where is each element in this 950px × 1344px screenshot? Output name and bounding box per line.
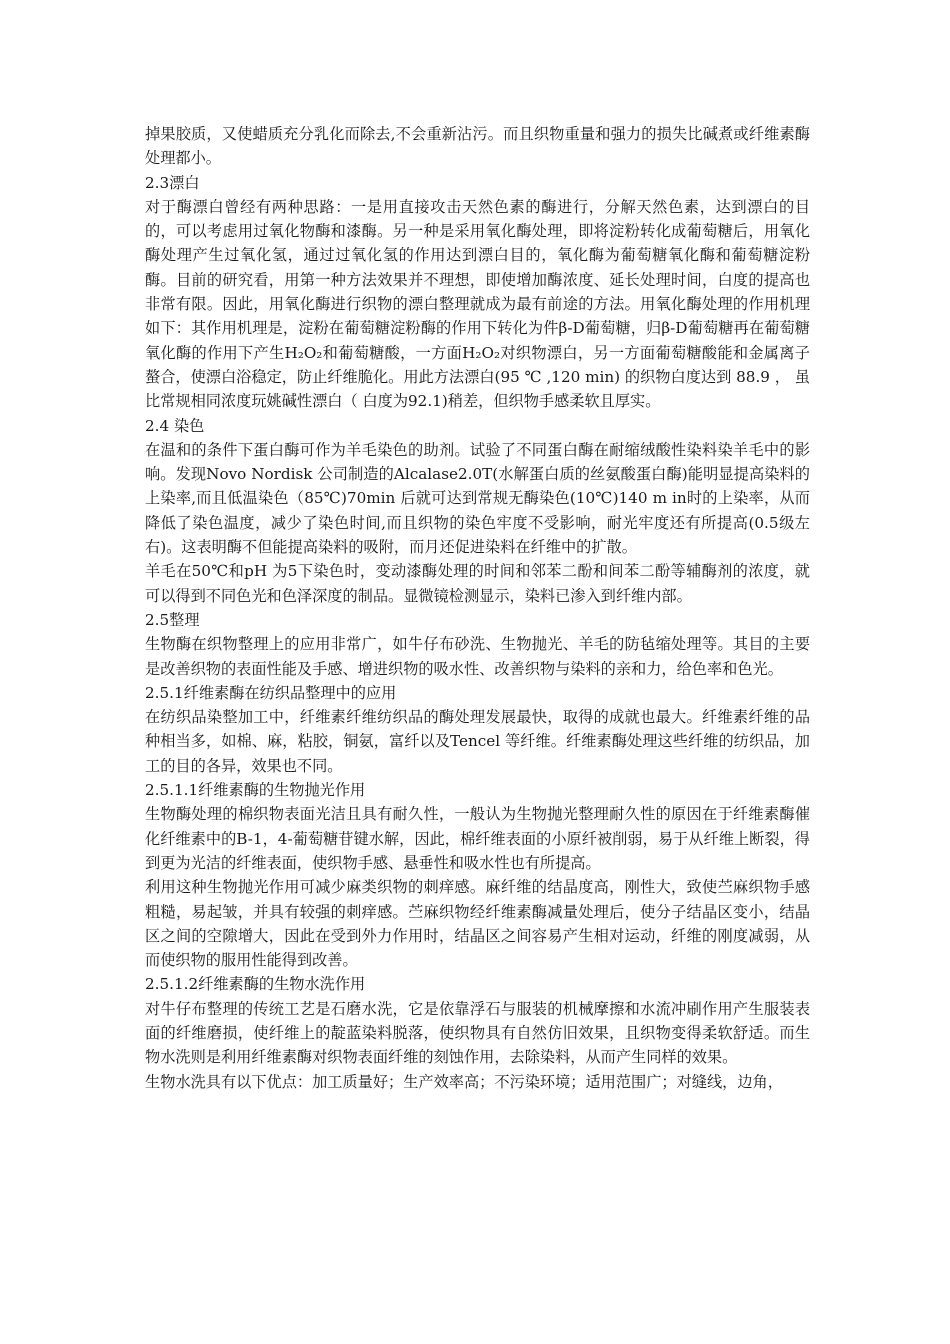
paragraph-biopolishing-ramie: 利用这种生物抛光作用可减少麻类织物的刺痒感。麻纤维的结晶度高，刚性大，致使苎麻织物手感粗糙，易起皱，并具有较强的刺痒感。苎麻织物经纤维素酶减量处理后，使分子结晶区变小，结晶区之间的空隙增大，因此在受到外力作用时，结晶区之间容易产生相对运动，纤维的刚度减弱，从而使织物的服用性能得到改善。	[145, 878, 810, 970]
section-heading-2-4-dyeing: 2.4 染色	[145, 416, 205, 435]
paragraph-dyeing-laccase: 羊毛在50℃和pH 为5下染色时，变动漆酶处理的时间和邻苯二酚和间苯二酚等辅酶剂的浓度，就可以得到不同色光和色泽深度的制品。显微镜检测显示，染料已渗入到纤维内部。	[145, 562, 810, 605]
paragraph-cellulase: 在纺织品染整加工中，纤维素纤维纺织品的酶处理发展最快，取得的成就也最大。纤维素纤维的品种相当多，如棉、麻，粘胶，铜氨，富纤以及Tencel 等纤维。纤维素酶处理这些纤维的纺织品，加工的目的各异，效果也不同。	[145, 708, 810, 775]
paragraph-biopolishing-cotton: 生物酶处理的棉织物表面光洁且具有耐久性，一般认为生物抛光整理耐久性的原因在于纤维素酶催化纤维素中的B-1，4-葡萄糖苷键水解，因此，棉纤维表面的小原纤被削弱，易于从纤维上断裂，得到更为光洁的纤维表面，使织物手感、悬垂性和吸水性也有所提高。	[145, 805, 810, 872]
section-heading-2-5-1-cellulase: 2.5.1纤维素酶在纺织品整理中的应用	[145, 683, 397, 702]
paragraph-biowashing-advantages: 生物水洗具有以下优点：加工质量好；生产效率高；不污染环境；适用范围广；对缝线，边角，	[145, 1072, 783, 1091]
section-heading-2-5-finishing: 2.5整理	[145, 610, 200, 629]
paragraph-biowashing: 对牛仔布整理的传统工艺是石磨水洗，它是依靠浮石与服装的机械摩擦和水流冲刷作用产生服装表面的纤维磨损，使纤维上的靛蓝染料脱落，使织物具有自然仿旧效果，且织物变得柔软舒适。而生物水洗则是利用纤维素酶对织物表面纤维的刻蚀作用，去除染料，从而产生同样的效果。	[145, 999, 810, 1067]
paragraph-bleaching: 对于酶漂白曾经有两种思路：一是用直接攻击天然色素的酶进行，分解天然色素，达到漂白的目的，可以考虑用过氧化物酶和漆酶。另一种是采用氧化酶处理，即将淀粉转化成葡萄糖后，用氧化酶处理产生过氧化氢，通过过氧化氢的作用达到漂白目的，氧化酶为葡萄糖氧化酶和葡萄糖淀粉酶。目前的研究看，用第一种方法效果并不理想，即使增加酶浓度、延长处理时间，白度的提高也非常有限。因此，用氧化酶进行织物的漂白整理就成为最有前途的方法。用氧化酶处理的作用机理如下：其作用机理是，淀粉在葡萄糖淀粉酶的作用下转化为件β-D葡萄糖，归β-D葡萄糖再在葡萄糖氧化酶的作用下产生H₂O₂和葡萄糖酸，一方面H₂O₂对织物漂白，另一方面葡萄糖酸能和金属离子螯合，使漂白浴稳定，防止纤维脆化。用此方法漂白(95 ℃ ,120 min) 的织物白度达到 88.9 ， 虽比常规相同浓度玩姚碱性漂白（ 白度为92.1)稍差，但织物手感柔软且厚实。	[145, 197, 810, 411]
document-page	[145, 122, 810, 1094]
section-heading-2-5-1-2-biowashing: 2.5.1.2纤维素酶的生物水洗作用	[145, 975, 366, 994]
paragraph-dyeing-protease: 在温和的条件下蛋白酶可作为羊毛染色的助剂。试验了不同蛋白酶在耐缩绒酸性染料染羊毛中的影响。发现Novo Nordisk 公司制造的Alcalase2.0T(水解蛋白质的丝氨酸蛋白酶)能明显提高染料的上染率,而且低温染色（85℃)70min 后就可达到常规无酶染色(10℃)140 m in时的上染率，从而降低了染色温度，减少了染色时间,而且织物的染色牢度不受影响，耐光牢度还有所提高(0.5级左右)。这表明酶不但能提高染料的吸附，而月还促进染料在纤维中的扩散。	[145, 440, 810, 557]
paragraph-finishing: 生物酶在织物整理上的应用非常广，如牛仔布砂洗、生物抛光、羊毛的防毡缩处理等。其目的主要是改善织物的表面性能及手感、增进织物的吸水性、改善织物与染料的亲和力，给色率和色光。	[145, 635, 810, 678]
paragraph-intro-continued: 掉果胶质，又使蜡质充分乳化而除去,不会重新沾污。而且织物重量和强力的损失比碱煮或纤维素酶处理都小。	[145, 125, 810, 168]
section-heading-2-5-1-1-biopolishing: 2.5.1.1纤维素酶的生物抛光作用	[145, 781, 366, 800]
section-heading-2-3-bleaching: 2.3漂白	[145, 173, 200, 192]
